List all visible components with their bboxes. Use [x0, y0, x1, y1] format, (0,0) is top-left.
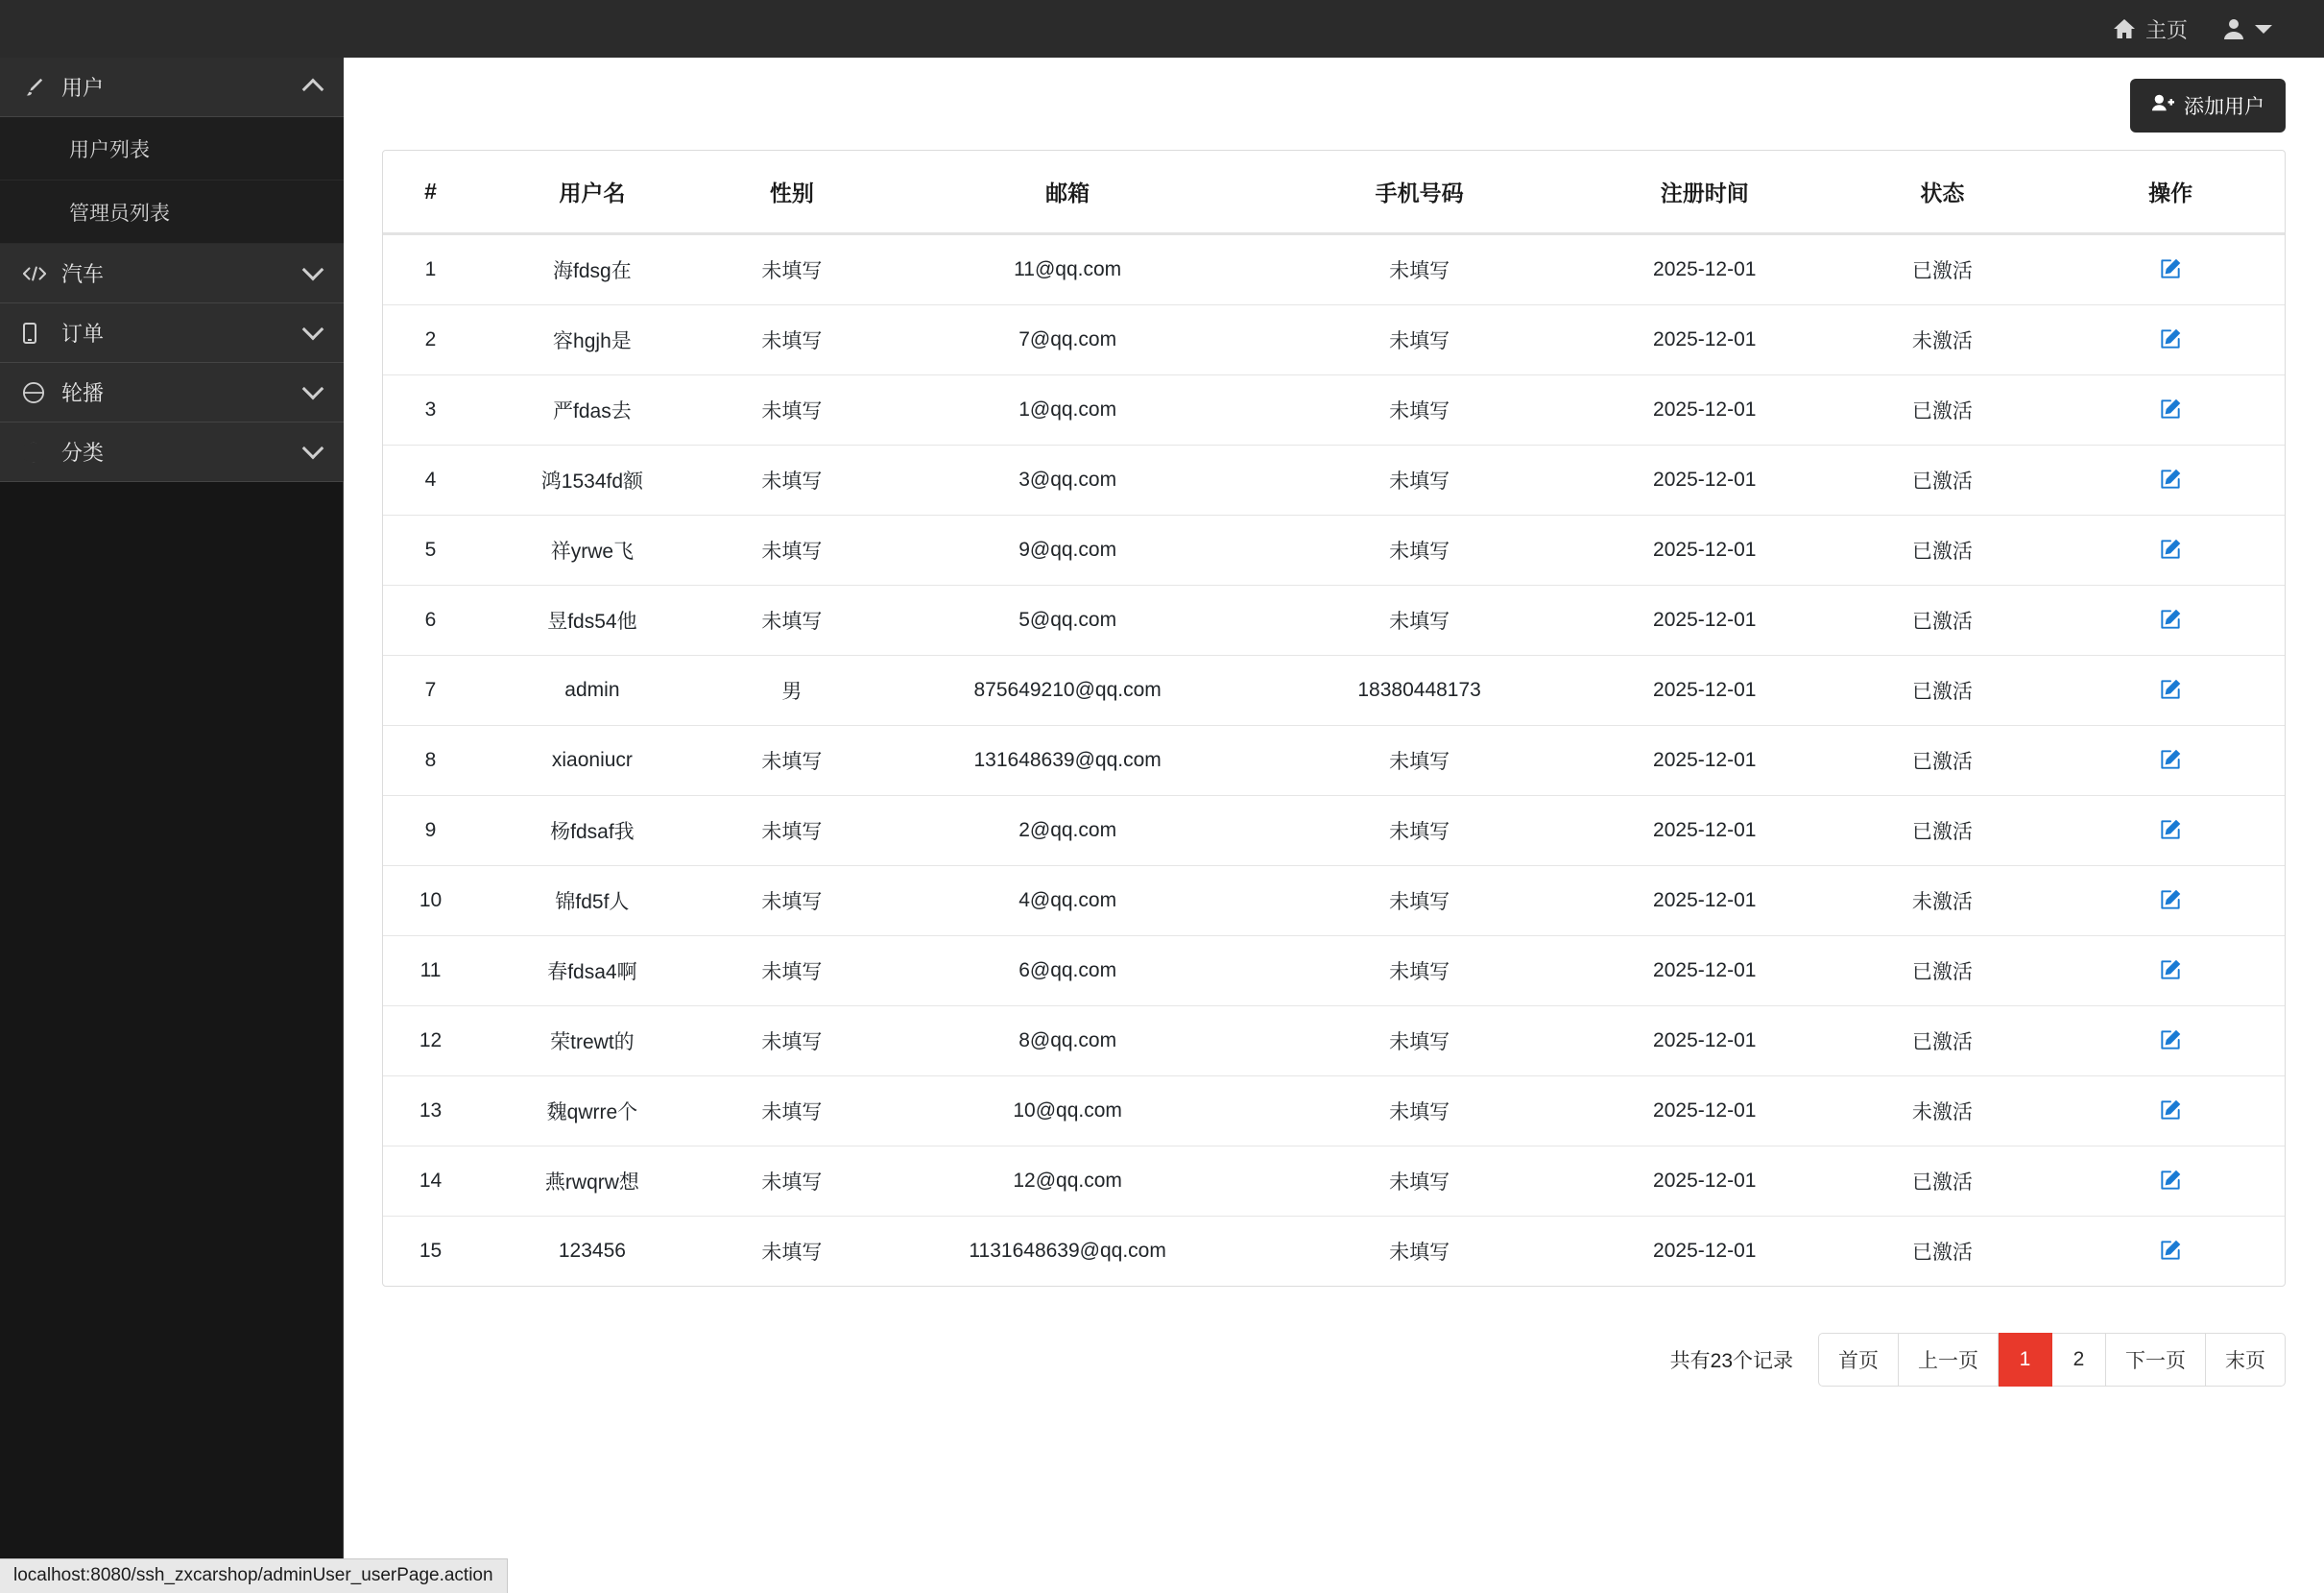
cell-index: 8	[383, 726, 478, 796]
cell-index: 3	[383, 375, 478, 446]
cell-phone: 未填写	[1258, 1146, 1581, 1217]
edit-pencil-icon[interactable]	[2153, 603, 2188, 636]
cell-actions	[2056, 1076, 2285, 1146]
cell-phone: 18380448173	[1258, 656, 1581, 726]
table-row	[383, 305, 2285, 375]
cell-phone: 未填写	[1258, 796, 1581, 866]
chevron-down-icon	[2255, 25, 2272, 34]
cell-actions	[2056, 1146, 2285, 1217]
sidebar-submenu-users	[0, 117, 344, 244]
cell-index: 6	[383, 586, 478, 656]
pagination-controls	[1818, 1333, 2286, 1387]
cell-username: 祥yrwe飞	[478, 516, 707, 586]
cell-username: 海fdsg在	[553, 260, 632, 282]
top-navbar	[0, 0, 2324, 58]
pagination-last[interactable]: 末页	[2206, 1333, 2286, 1387]
cell-phone: 未填写	[1258, 866, 1581, 936]
cell-actions	[2056, 305, 2285, 375]
code-icon	[23, 265, 56, 282]
cell-email: 875649210@qq.com	[877, 656, 1258, 726]
cell-status: 已激活	[1829, 1006, 2057, 1076]
cell-email: 2@qq.com	[877, 796, 1258, 866]
cell-index: 1	[424, 258, 437, 280]
cell-register-time: 2025-12-01	[1581, 305, 1829, 375]
chevron-down-icon	[302, 318, 324, 340]
cell-phone: 未填写	[1258, 516, 1581, 586]
table-row	[383, 586, 2285, 656]
cell-username: 容hgjh是	[478, 305, 707, 375]
cell-username: 昱fds54他	[478, 586, 707, 656]
table-row	[383, 1076, 2285, 1146]
users-table-body	[383, 234, 2285, 1287]
col-header-username: 用户名	[478, 151, 707, 234]
cell-email: 1131648639@qq.com	[877, 1217, 1258, 1287]
sidebar-group-carousel-label: 轮播	[61, 381, 105, 405]
user-plus-icon	[2151, 93, 2174, 118]
cell-phone: 未填写	[1258, 1006, 1581, 1076]
content-toolbar	[382, 79, 2286, 133]
sidebar-item-admin-list[interactable]	[0, 181, 344, 244]
nav-home[interactable]	[2096, 0, 2205, 58]
cell-email: 8@qq.com	[877, 1006, 1258, 1076]
cell-actions	[2056, 936, 2285, 1006]
cell-index: 14	[383, 1146, 478, 1217]
chevron-down-icon	[302, 377, 324, 399]
cell-email: 131648639@qq.com	[877, 726, 1258, 796]
edit-pencil-icon[interactable]	[2153, 253, 2188, 285]
cell-username: 123456	[478, 1217, 707, 1287]
sidebar-group-orders[interactable]	[0, 303, 344, 363]
sidebar-item-admin-list-label: 管理员列表	[69, 202, 170, 225]
cell-email: 11@qq.com	[1014, 258, 1122, 280]
edit-pencil-icon[interactable]	[2153, 393, 2188, 425]
cell-register-time: 2025-12-01	[1581, 1146, 1829, 1217]
edit-pencil-icon[interactable]	[2153, 953, 2188, 986]
cell-email: 4@qq.com	[877, 866, 1258, 936]
cell-gender: 未填写	[707, 796, 877, 866]
main-content	[344, 58, 2324, 1593]
home-icon	[2113, 18, 2136, 39]
table-row	[383, 936, 2285, 1006]
cell-gender: 未填写	[707, 1217, 877, 1287]
cell-status: 未激活	[1829, 1076, 2057, 1146]
cell-email: 7@qq.com	[877, 305, 1258, 375]
cell-index: 2	[383, 305, 478, 375]
globe-icon	[23, 382, 56, 403]
sidebar-group-carousel[interactable]	[0, 363, 344, 422]
cell-register-time: 2025-12-01	[1581, 446, 1829, 516]
sidebar-group-categories[interactable]	[0, 422, 344, 482]
cell-register-time: 2025-12-01	[1581, 726, 1829, 796]
add-user-button[interactable]	[2130, 79, 2286, 133]
sidebar-item-user-list-label: 用户列表	[69, 138, 150, 161]
cell-phone: 未填写	[1258, 446, 1581, 516]
cell-actions	[2056, 234, 2285, 305]
sidebar-group-categories-label: 分类	[61, 441, 105, 465]
pagination-bar	[382, 1333, 2286, 1387]
cell-phone: 未填写	[1258, 586, 1581, 656]
col-header-register-time: 注册时间	[1581, 151, 1829, 234]
cell-register-time: 2025-12-01	[1581, 656, 1829, 726]
cell-register-time: 2025-12-01	[1581, 1006, 1829, 1076]
edit-pencil-icon[interactable]	[2153, 1094, 2188, 1126]
cell-gender: 男	[707, 656, 877, 726]
nav-home-label: 主页	[2144, 17, 2188, 42]
cell-gender: 未填写	[707, 305, 877, 375]
col-header-index: #	[383, 151, 478, 234]
col-header-phone: 手机号码	[1258, 151, 1581, 234]
cell-gender: 未填写	[707, 586, 877, 656]
cell-email: 5@qq.com	[877, 586, 1258, 656]
cell-actions	[2056, 375, 2285, 446]
sidebar-group-cars[interactable]	[0, 244, 344, 303]
col-header-gender: 性别	[707, 151, 877, 234]
cell-actions	[2056, 1006, 2285, 1076]
cell-gender: 未填写	[707, 1006, 877, 1076]
cell-status: 已激活	[1829, 375, 2057, 446]
cell-status: 已激活	[1911, 260, 1973, 282]
chevron-up-icon	[302, 78, 324, 100]
users-table-head	[383, 151, 2285, 234]
pagination-page-2[interactable]: 2	[2052, 1333, 2106, 1387]
cell-register-time: 2025-12-01	[1581, 586, 1829, 656]
edit-pencil-icon[interactable]	[2153, 533, 2188, 566]
cell-index: 11	[383, 936, 478, 1006]
cell-actions	[2056, 1217, 2285, 1287]
pagination-next[interactable]: 下一页	[2106, 1333, 2206, 1387]
cell-actions	[2056, 586, 2285, 656]
cell-status: 已激活	[1829, 446, 2057, 516]
cell-index: 4	[383, 446, 478, 516]
table-row	[383, 656, 2285, 726]
nav-user-menu[interactable]	[2205, 0, 2289, 58]
cell-gender: 未填写	[707, 936, 877, 1006]
cell-gender: 未填写	[707, 375, 877, 446]
col-header-status: 状态	[1829, 151, 2057, 234]
cell-username: 春fdsa4啊	[478, 936, 707, 1006]
table-row	[383, 375, 2285, 446]
cell-gender: 未填写	[761, 260, 823, 282]
cell-username: xiaoniucr	[478, 726, 707, 796]
cell-actions	[2056, 796, 2285, 866]
edit-pencil-icon[interactable]	[2153, 1234, 2188, 1267]
edit-pencil-icon[interactable]	[2153, 323, 2188, 355]
cell-status: 未激活	[1829, 866, 2057, 936]
cell-index: 5	[383, 516, 478, 586]
users-table-panel	[382, 150, 2286, 1287]
cell-phone: 未填写	[1258, 375, 1581, 446]
cell-actions	[2056, 656, 2285, 726]
cell-index: 12	[383, 1006, 478, 1076]
edit-pencil-icon[interactable]	[2153, 743, 2188, 776]
mobile-icon	[23, 323, 56, 344]
cell-actions	[2056, 866, 2285, 936]
cell-gender: 未填写	[707, 726, 877, 796]
table-row	[383, 516, 2285, 586]
cell-email: 3@qq.com	[877, 446, 1258, 516]
cell-email: 6@qq.com	[877, 936, 1258, 1006]
cell-index: 10	[383, 866, 478, 936]
cell-gender: 未填写	[707, 1076, 877, 1146]
table-header-row	[383, 151, 2285, 234]
globe-icon	[23, 442, 56, 463]
cell-register-time: 2025-12-01	[1653, 258, 1757, 280]
sidebar-group-users-label: 用户	[61, 76, 105, 100]
user-icon	[2222, 17, 2245, 40]
cell-email: 9@qq.com	[877, 516, 1258, 586]
cell-phone: 未填写	[1258, 936, 1581, 1006]
edit-pencil-icon[interactable]	[2153, 673, 2188, 706]
table-row	[383, 1146, 2285, 1217]
table-row	[383, 446, 2285, 516]
status-bar-url: localhost:8080/ssh_zxcarshop/adminUser_userPage.action	[0, 1558, 508, 1593]
cell-actions	[2056, 726, 2285, 796]
cell-phone: 未填写	[1258, 1076, 1581, 1146]
cell-username: 魏qwrre个	[478, 1076, 707, 1146]
cell-actions	[2056, 446, 2285, 516]
chevron-down-icon	[302, 258, 324, 280]
add-user-button-label: 添加用户	[2184, 96, 2264, 118]
cell-username: 锦fd5f人	[478, 866, 707, 936]
cell-status: 已激活	[1829, 586, 2057, 656]
cell-email: 12@qq.com	[877, 1146, 1258, 1217]
cell-actions	[2056, 516, 2285, 586]
table-row	[383, 866, 2285, 936]
sidebar-menu	[0, 58, 344, 482]
pagination-first[interactable]: 首页	[1818, 1333, 1899, 1387]
cell-status: 已激活	[1829, 796, 2057, 866]
cell-username: 杨fdsaf我	[478, 796, 707, 866]
cell-index: 9	[383, 796, 478, 866]
cell-email: 1@qq.com	[877, 375, 1258, 446]
edit-pencil-icon[interactable]	[2153, 1164, 2188, 1196]
cell-register-time: 2025-12-01	[1581, 866, 1829, 936]
edit-pencil-icon[interactable]	[2153, 1024, 2188, 1056]
cell-status: 已激活	[1829, 1217, 2057, 1287]
cell-gender: 未填写	[707, 516, 877, 586]
cell-register-time: 2025-12-01	[1581, 796, 1829, 866]
edit-pencil-icon[interactable]	[2153, 463, 2188, 495]
users-table	[383, 151, 2285, 1286]
table-row	[383, 1006, 2285, 1076]
cell-username: 严fdas去	[478, 375, 707, 446]
col-header-email: 邮箱	[877, 151, 1258, 234]
cell-username: 燕rwqrw想	[478, 1146, 707, 1217]
sidebar-item-user-list[interactable]	[0, 117, 344, 181]
cell-register-time: 2025-12-01	[1581, 1076, 1829, 1146]
chevron-down-icon	[302, 437, 324, 459]
cell-phone: 未填写	[1258, 726, 1581, 796]
cell-gender: 未填写	[707, 866, 877, 936]
cell-phone: 未填写	[1389, 260, 1450, 282]
pagination-page-1[interactable]: 1	[1999, 1333, 2052, 1387]
cell-register-time: 2025-12-01	[1581, 375, 1829, 446]
cell-phone: 未填写	[1258, 1217, 1581, 1287]
edit-pencil-icon[interactable]	[2153, 813, 2188, 846]
cell-status: 未激活	[1829, 305, 2057, 375]
table-row	[383, 796, 2285, 866]
cell-register-time: 2025-12-01	[1581, 1217, 1829, 1287]
cell-status: 已激活	[1829, 936, 2057, 1006]
cell-index: 13	[383, 1076, 478, 1146]
cell-register-time: 2025-12-01	[1581, 516, 1829, 586]
sidebar-group-orders-label: 订单	[61, 322, 105, 346]
brush-icon	[23, 77, 56, 98]
sidebar-group-users[interactable]	[0, 58, 344, 117]
cell-username: 鸿1534fd额	[478, 446, 707, 516]
edit-pencil-icon[interactable]	[2153, 883, 2188, 916]
sidebar	[0, 58, 344, 1593]
cell-status: 已激活	[1829, 656, 2057, 726]
cell-gender: 未填写	[707, 1146, 877, 1217]
table-row	[383, 234, 2285, 305]
cell-index: 7	[383, 656, 478, 726]
table-row	[383, 1217, 2285, 1287]
cell-phone: 未填写	[1258, 305, 1581, 375]
cell-username: admin	[478, 656, 707, 726]
cell-gender: 未填写	[707, 446, 877, 516]
cell-email: 10@qq.com	[877, 1076, 1258, 1146]
cell-index: 15	[383, 1217, 478, 1287]
record-count-label: 共有23个记录	[1669, 1350, 1793, 1372]
cell-status: 已激活	[1829, 726, 2057, 796]
pagination-prev[interactable]: 上一页	[1899, 1333, 1999, 1387]
cell-status: 已激活	[1829, 516, 2057, 586]
cell-status: 已激活	[1829, 1146, 2057, 1217]
cell-register-time: 2025-12-01	[1581, 936, 1829, 1006]
cell-username: 荣trewt的	[478, 1006, 707, 1076]
table-row	[383, 726, 2285, 796]
sidebar-group-cars-label: 汽车	[61, 262, 105, 286]
col-header-actions: 操作	[2056, 151, 2285, 234]
